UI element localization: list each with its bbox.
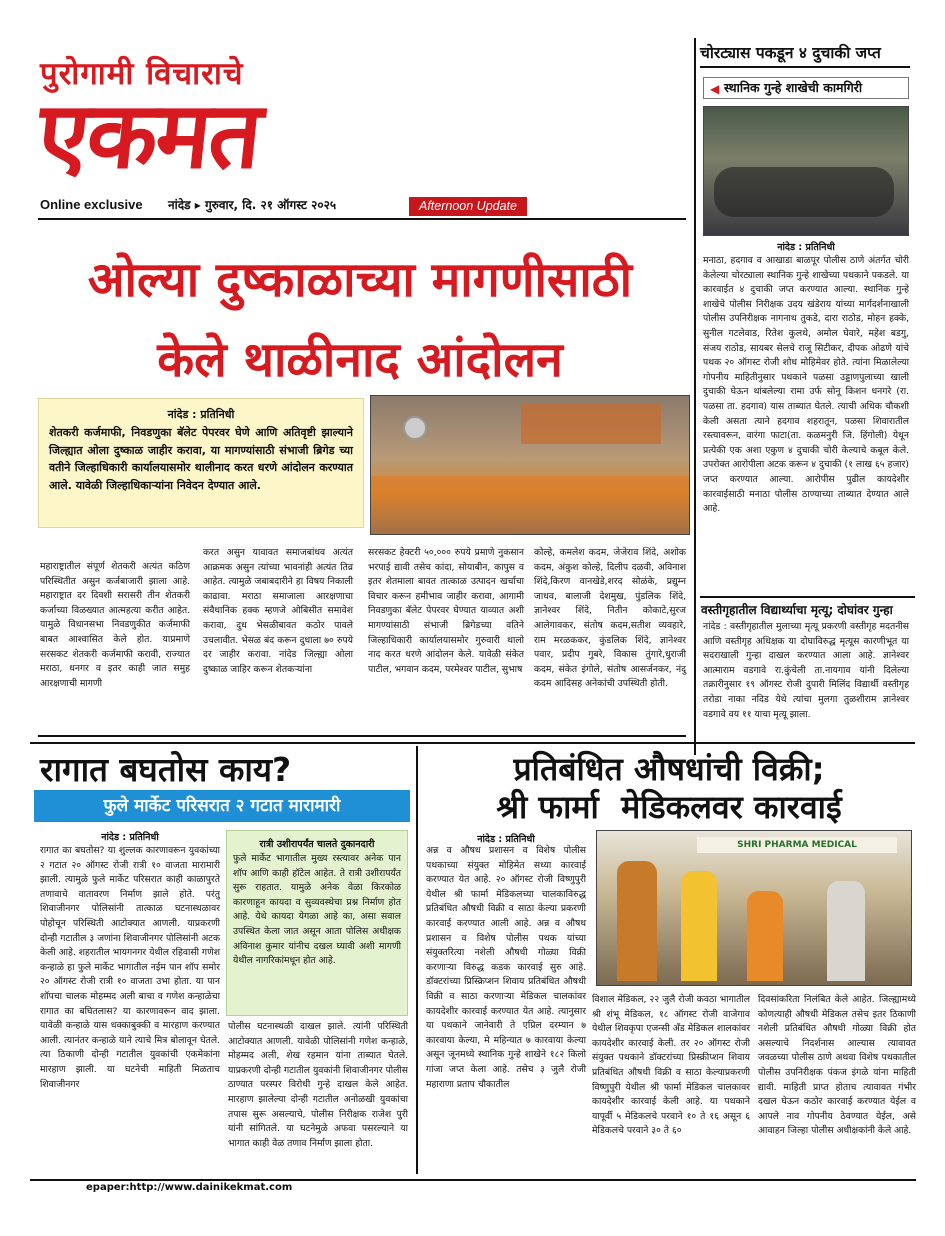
right-column-rule [694, 38, 696, 755]
right2-headline: वस्तीगृहातील विद्यार्थ्याचा मृत्यू; दोघांवर गुन्हा [701, 603, 893, 617]
protest-photo [370, 395, 690, 535]
online-exclusive-label: Online exclusive [40, 197, 143, 212]
story4-col-2: विशाल मेडिकल, २२ जुलै रोजी कवठा भागातील श्री शंभू मेडिकल, १८ ऑगस्ट रोजी वाजेगाव येथील शिवकृपा एजन्सी अँड मेडिकल शालकांवर कायदेशीर कारवाई केली. तर २० ऑगस्ट रोजी संयुक्त पथकाने डॉक्टरांच्या प्रिस्क्रीप्शन शिवाय प्रतिबंधित औषधी विक्री व साठा केल्याप्रकरणी विष्णुपुरी येथील श्री फार्मा मेडिकल चालकावर कायदेशीर कारवाई केली आहे. या पथकाने यापूर्वी ५ मेडिकलचे परवाने १० ते १६ असून ६ मेडिकलचे परवाने ३० ते ६० [592, 994, 750, 1137]
story3-box-body: फुले मार्केट भागातील मुख्य रस्त्यावर अनेक पान शॉप आणि काही हॉटेल आहेत. ते रात्री उशीरापर्यंत सुरू राहतात. यामुळे अनेक वेळा किरकोळ कारणाहून कायदा व सुव्यवस्थेचा प्रश्न निर्माण होत आहे. येथे कायदा येगळा आहे का, असा सवाल उपस्थित केला जात असून आता पोलिस अधीक्षक अविनाश कुमार यांनीच दखल घ्यावी अशी मागणी येथील नागरिकांमधून होत आहे. [233, 853, 401, 967]
story3-subheadline: फुले मार्केट परिसरात २ गटात मारामारी [34, 790, 410, 822]
dateline: नांदेड ▸ गुरुवार, दि. २१ ऑगस्ट २०२५ [168, 198, 337, 212]
main-byline: नांदेड : प्रतिनिधी [167, 408, 235, 421]
main-headline-line1: ओल्या दुष्काळाच्या मागणीसाठी [87, 252, 633, 308]
story4-col-1: अन्न व औषध प्रशासन व विशेष पोलीस पथकाच्या संयुक्त मोहिमेत सध्या कारवाई करण्यात येत आहे. २० ऑगस्ट रोजी विष्णुपुरी येथील श्री फार्मा मेडिकलच्या चालकाविरुद्ध प्रतिबंधित औषधी विक्री व साठा केल्या प्रकरणी कारवाई करण्यात आली आहे. अन्न व औषध प्रशासन व विशेष पोलीस पथक यांच्या संयुक्तरित्या नशेली औषधी गोळ्या विक्री करणाऱ्या विरुद्ध कडक कारवाई सुरु आहे. डॉक्टरांच्या प्रिस्क्रिप्शन शिवाय प्रतिबंधित औषधी विक्री व साठा करणाऱ्या मेडिकल चालकांवर कायदेशीर कारवाई करण्यात येत आहे. त्यानुसार या पथकाने जानेवारी ते एप्रिल दरम्यान ७ कारवाया केल्या, मे महिन्यात ७ कारवाया केल्या असून जूनमध्ये स्थानिक गुन्हे शाखेने १८२ किलो गांजा जप्त केला आहे. तसेच ३ जुलै रोजी महाराणा प्रताप चौकातील [426, 845, 586, 1090]
pointer-icon: ◀ [710, 82, 720, 96]
right2-rule [700, 596, 915, 598]
section-rule [38, 735, 686, 737]
right1-subheadline [703, 77, 909, 99]
story3-byline: नांदेड : प्रतिनिधी [101, 832, 159, 843]
story4-col-3: दिवसांकरिता निलंबित केले आहेत. जिल्ह्यामध्ये कोणत्याही औषधी मेडिकल तसेच इतर ठिकाणी नशेली प्रतिबंधित औषधी गोळ्या विक्री होत असल्याचे निदर्शनास आल्यास त्यावावत जवळच्या पोलीस ठाणे अथवा विशेष पथकातील पोलीस उपनिरीक्षक पंकज इंगळे यांना माहिती द्यावी. माहिती प्राप्त होताच त्यावावत गंभीर दखल घेऊन कठोर कारवाई करण्यात येईल व आपले नाव गोपनीय ठेवण्यात येईल, असे आवाहन जिल्हा पोलीस अधीक्षकांनी केले आहे. [758, 994, 916, 1137]
lead-box [38, 398, 364, 528]
bikes-photo [703, 106, 909, 236]
story4-headline-1: प्रतिबंधित औषधांची विक्री; [513, 750, 825, 788]
right1-sub-text: स्थानिक गुन्हे शाखेची कामगिरी [724, 80, 863, 95]
footer-url[interactable]: epaper:http://www.dainikekmat.com [86, 1182, 293, 1193]
main-lead: शेतकरी कर्जमाफी, निवडणुका बॅलेट पेपरवर घेणे आणि अतिवृष्टी झाल्याने जिल्ह्यात ओला दुष्काळ जाहीर करावा, या मागण्यांसाठी संभाजी ब्रिगेड च्या वतीने जिल्हाधिकारी कार्यालयासमोर थालीनाद करत धरणे आंदोलन करण्यात आले. यावेळी जिल्हाधिकाऱ्यांना निवेदन देण्यात आले. [49, 426, 353, 492]
footer-rule [30, 1179, 916, 1181]
right1-headline: चोरट्यास पकडून ४ दुचाकी जप्त [700, 44, 881, 62]
main-col-1: महाराष्ट्रातील संपूर्ण शेतकरी अत्यंत कठिण परिस्थितीत असुन कर्जबाजारी झाला आहे. महाराष्ट्रात दर दिवशी सरासरी तीन शेतकरी कर्जाच्या विळख्यात आत्महत्या करीत आहेत. यामुळे विधानसभा निवडणुकीत कर्जमाफी बाबत आश्वासित केले होत. याप्रमाणे सरसकट शेतकरी कर्जमाफी करावी, राज्यात मराठा, धनगर व इतर काही जात समुह आरक्षणाची मागणी [40, 561, 190, 689]
lower-rule [30, 742, 915, 744]
pharmacy-photo [596, 830, 912, 986]
story4-byline: नांदेड : प्रतिनिधी [477, 834, 535, 845]
masthead-rule [38, 218, 686, 220]
main-col-4: कोल्हे, कमलेश कदम, जेजेराव शिंदे, अशोक कदम, अंकुश कोल्हे, दिलीप दळवी, अविनाश शिंदे,किरण वानखेडे,शरद सोळंके, प्रद्युम्न जाधव, बालाजी देशमुख, पुंडलिक शिंदे, ज्ञानेश्वर शिंदे, नितीन कोकाटे,सुरज आलेगावकर, संतोष कदम,सतीश व्यवहारे, राम मरळककर, कुंडलिक शिंदे, ज्ञानेश्वर पवार, प्रदीप गुबरे, विकास तुंगारे,धुराजी कदम, संकेत इंगोले, संतोष आसर्जनकर, नंदु कदम आदिसह अनेकांची उपस्थिती होती. [534, 547, 686, 690]
right1-rule [700, 66, 910, 68]
story3-box-title: रात्री उशीरापर्यंत चालते दुकानदारी [259, 839, 375, 850]
afternoon-update-badge: Afternoon Update [409, 197, 527, 216]
right1-body: मनाठा, हदगाव व आखाडा बाळपूर पोलीस ठाणे अंतर्गत चोरी केलेल्या चोरट्याला स्थानिक गुन्हे शाखेच्या पथकाने पकडले. या कारवाईत ४ दुचाकी जप्त करण्यात आल्या. स्थानिक गुन्हे शाखेचे पोलीस निरीक्षक उदय खंडेराय यांच्या मार्गदर्शनाखाली पोलीस उपनिरीक्षक नागनाथ तुकडे, दारा राठोड, मोहन हक्के, सुनील गटलेवाड, रितेश कुलथे, अमोल घेवारे, महेश बडगु, संजय राठोड, सायबर सेलचे राजू सिटीकर, दीपक ओढणे यांचे पथक २० ऑगस्ट रोजी शोध मोहिमेवर होते. त्यांना मिळालेल्या गोपनीय माहितीनुसार पथकाने पळसा उड्डाणपुलाच्या खाली दुचाकी घेऊन थांबलेल्या रामा उर्फ सोनू किशन धनगरे (रा. पळसा ता. हदगाव) यास ताब्यात घेतले. त्याची अधिक चौकशी केली असता त्याने हदगाव शहरातून, पळसा शिवारातील रस्त्यावरून, वारंगा फाटा(ता. कळमनुरी जि. हिंगोली) येथून प्रत्येकी एक अशा एकुण ४ दुचाकी चोरी केल्याचे कबूल केले. उपरोक्त आरोपीला अटक करून ४ दुचाकी (१ लाख ६५ हजार) जप्त करण्यात आल्या. आरोपीस पुढील कायदेशीर कारवाईसाठी मनाठा पोलीस ठाण्याच्या ताब्यात देण्यात आले आहे. [703, 255, 909, 515]
right1-byline: नांदेड : प्रतिनिधी [777, 242, 835, 253]
story3-col-1: रागात का बघतोस? या शुल्लक कारणावरून युवकांच्या २ गटात २० ऑगस्ट रोजी रात्री १० वाजता मारामारी झाली. त्यामुळे फुले मार्केट परिसरात काही काळापुरते तणावाचे वातावरण निर्माण झाले होते. परंतु शिवाजीनगर पोलिसांनी तात्काळ घटनास्थळावर पोहोचून परिस्थिती आटोक्यात आणली. याप्रकरणी दोन्ही गटातील ३ जणांना शिवाजीनगर पोलिसांनी अटक केली आहे. शहरातील भायगनगर येथील रहिवासी गणेश कन्हाळे हा फुले मार्केट भागातील नईम पान शॉप समोर २० ऑगस्ट रोजी रात्री १० वाजता उभा होता. या पान शॉपचा चालक मोहम्मद अली बाचा व गणेश कन्हाळेचा रागात का बघितलास? या कारणावरून वाद झाला. यावेळी कन्हाळे यास धक्काबुक्की व मारहाण करण्यात आली. त्यानंतर कन्हाळे याने त्याचे मित्र बोलावून घेतले. त्या ठिकाणी दोन्ही गटातील युवकांची एकमेकांना मारहाण झाली. या घटनेची माहिती मिळताच शिवाजीनगर [40, 845, 220, 1090]
story4-rule [416, 746, 418, 1174]
main-col-2: करत असुन यावावत समाजबांधव अत्यंत आक्रमक असुन त्यांच्या भावनांही अत्यंत तिव्र आहेत. त्यामुळे जबाबदारीने हा विषय निकाली काढावा. मराठा समाजाला आरक्षणाचा संवैधानिक हक्क म्हणजे ओबिसीत समावेश करावा, दुध भेसळीबावत कठोर पावले उचलावीत. भेसळ बंद करून दुधाला ७० रुपये दर जाहीर करावा. नांदेड जिल्ह्या ओला दुष्काळ जाहिर करून शेतकऱ्यांना [203, 547, 353, 675]
main-col-3: सरसकट हेक्टरी ५०,००० रुपये प्रमाणे नुकसान भरपाई द्यावी तसेच कांदा, सोयाबीन, कापुस व इतर शेतमाला बावत तात्काळ उत्पादन खर्चाचा विचार करून हमीभाव जाहीर करावा, आगामी निवडणुका बॅलेट पेपरवर घेण्यात याव्यात अशी मागण्यांसाठी संभाजी ब्रिगेडच्या वतिने जिल्हाधिकारी कार्यालयासमोर गुरुवारी थालो नाद करत धरणे आंदोलन केले. यावेळी संकेत पाटील, भगवान कदम, परमेश्वर पाटील, सुभाष [368, 547, 524, 675]
right2-body: नांदेड : वस्तीगृहातील मुलाच्या मृत्यू प्रकरणी वस्तीगृह मदतनीस आणि वस्तीगृह अधिक्षक या दोघाविरुद्ध मृत्यूस कारणीभूत या सदराखाली गुन्हा दाखल करण्यात आला आहे. ज्ञानेश्वर आत्माराम वडगावे रा.कुंचेली ता.नायगाव यांनी दिलेल्या तक्रारीनुसार १९ ऑगस्ट रोजी दुपारी मिलिंद विद्यार्थी वस्तीगृह तरोडा नाका नदिड येथे त्यांचा मुलगा तुळशीराम ज्ञानेश्वर वडगावे वय ११ याचा मृत्यू झाला. [703, 621, 909, 720]
story3-col-2: पोलीस घटनास्थळी दाखल झाले. त्यांनी परिस्थिती आटोक्यात आणली. यावेळी पोलिसांनी गणेश कन्हाळे, मोहम्मद अली, शेख रहमान यांना ताब्यात घेतले. याप्रकरणी दोन्ही गटातील युवकांनी शिवाजीनगर पोलीस ठाण्यात परस्पर विरोधी गुन्हे दाखल केले आहेत. मारहाण झालेल्या दोन्ही गटातील अनोळखी युवकांचा तपास सुरू असल्याचे, पोलीस निरीक्षक राजेश पुरी यांनी सांगितले. या घटनेमुळे अफवा पसरल्याने या भागात काही वेळ तणाव निर्माण झाला होता. [228, 1021, 408, 1149]
story4-headline-2: श्री फार्मा मेडिकलवर कारवाई [496, 788, 842, 826]
masthead-tagline: पुरोगामी विचाराचे [40, 56, 244, 92]
pharmacy-sign: SHRI PHARMA MEDICAL [697, 837, 897, 853]
main-headline-line2: केले थाळीनाद आंदोलन [157, 332, 563, 388]
masthead-title: एकमत [32, 82, 266, 189]
story3-headline: रागात बघतोस काय? [40, 750, 292, 789]
story3-box [226, 830, 408, 1016]
